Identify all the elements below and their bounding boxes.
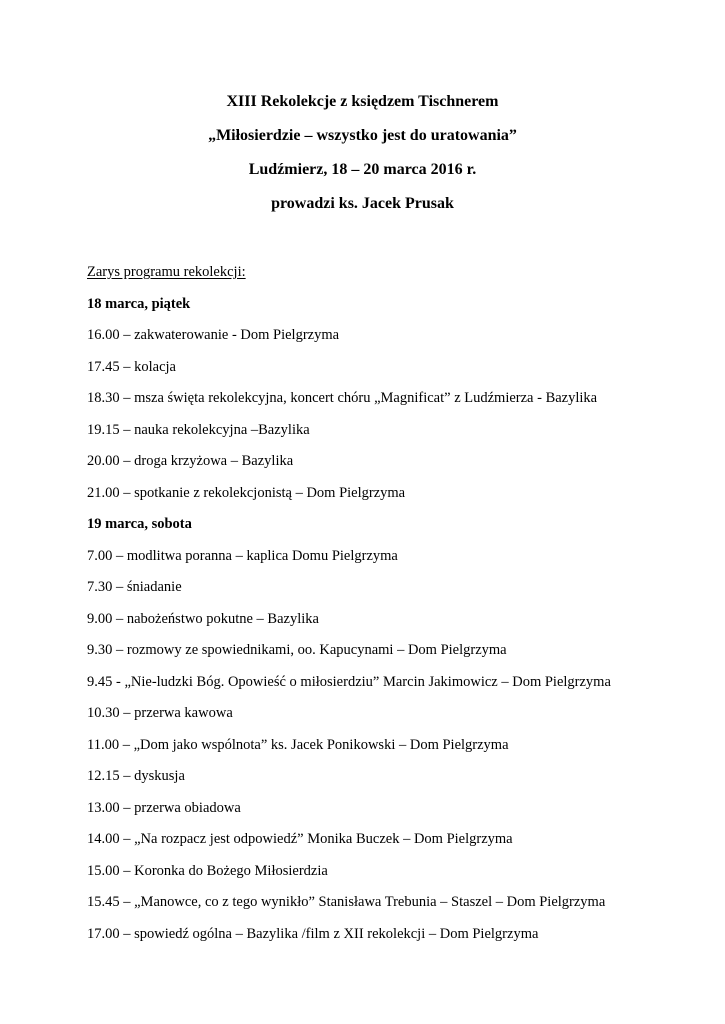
schedule-item: 18.30 – msza święta rekolekcyjna, koncert chóru „Magnificat” z Ludźmierza - Bazylika xyxy=(87,390,598,406)
schedule-item: 17.00 – spowiedź ogólna – Bazylika /film z XII rekolekcji – Dom Pielgrzyma xyxy=(87,925,539,942)
schedule-item: 19.15 – nauka rekolekcyjna –Bazylika xyxy=(87,421,310,438)
schedule-item: 21.00 – spotkanie z rekolekcjonistą – Dom Pielgrzyma xyxy=(87,484,406,501)
schedule-item: 9.00 – nabożeństwo pokutne – Bazylika xyxy=(87,610,319,627)
schedule-item: 11.00 – „Dom jako wspólnota” ks. Jacek Ponikowski – Dom Pielgrzyma xyxy=(87,736,509,753)
schedule-item: 15.45 – „Manowce, co z tego wynikło” Stanisława Trebunia – Staszel – Dom Pielgrzyma xyxy=(87,894,606,910)
schedule-item: 20.00 – droga krzyżowa – Bazylika xyxy=(87,453,294,469)
program-heading: Zarys programu rekolekcji: xyxy=(87,264,246,280)
schedule-item: 7.00 – modlitwa poranna – kaplica Domu Pielgrzyma xyxy=(87,547,398,564)
document-title-block xyxy=(0,85,725,221)
program-outline xyxy=(87,257,707,950)
schedule-item: 14.00 – „Na rozpacz jest odpowiedź” Monika Buczek – Dom Pielgrzyma xyxy=(87,831,513,847)
schedule-item: 12.15 – dyskusja xyxy=(87,768,185,784)
day-heading-saturday: 19 marca, sobota xyxy=(87,516,192,532)
schedule-item: 7.30 – śniadanie xyxy=(87,579,182,595)
day-schedule-saturday xyxy=(87,541,707,951)
event-theme: „Miłosierdzie – wszystko jest do uratowania” xyxy=(208,127,517,144)
event-place-date: Ludźmierz, 18 – 20 marca 2016 r. xyxy=(248,161,477,178)
schedule-item: 16.00 – zakwaterowanie - Dom Pielgrzyma xyxy=(87,327,340,343)
day-heading-friday: 18 marca, piątek xyxy=(87,295,191,312)
schedule-item: 15.00 – Koronka do Bożego Miłosierdzia xyxy=(87,862,328,879)
schedule-item: 17.45 – kolacja xyxy=(87,358,176,375)
schedule-item: 13.00 – przerwa obiadowa xyxy=(87,799,241,816)
schedule-item: 9.45 - „Nie-ludzki Bóg. Opowieść o miłosierdziu” Marcin Jakimowicz – Dom Pielgrzyma xyxy=(87,673,611,690)
event-title: XIII Rekolekcje z księdzem Tischnerem xyxy=(226,93,499,110)
event-leader: prowadzi ks. Jacek Prusak xyxy=(271,195,454,212)
schedule-item: 9.30 – rozmowy ze spowiednikami, oo. Kapucynami – Dom Pielgrzyma xyxy=(87,642,507,658)
day-schedule-friday xyxy=(87,320,707,509)
schedule-item: 10.30 – przerwa kawowa xyxy=(87,705,233,721)
